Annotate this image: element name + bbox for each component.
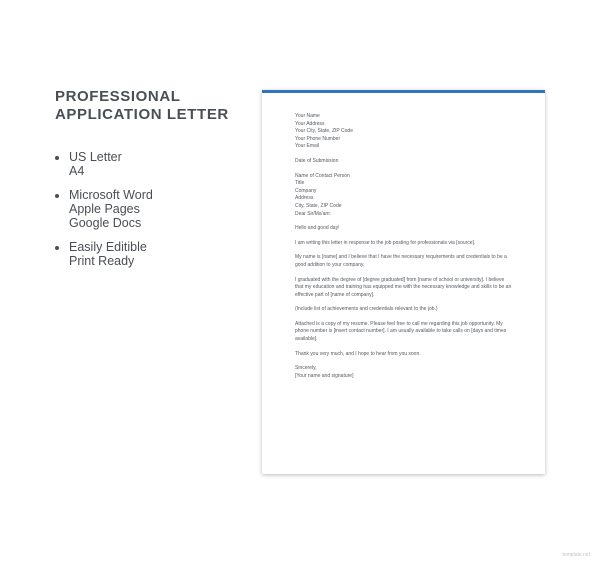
feature-list xyxy=(55,150,245,278)
body-paragraph-4 xyxy=(295,306,523,314)
letter-preview xyxy=(262,90,545,474)
closing-block xyxy=(295,365,523,380)
feature-item: Print Ready xyxy=(69,254,135,268)
feature-item: Microsoft Word xyxy=(69,188,153,202)
feature-group-properties xyxy=(55,240,245,268)
recipient-block xyxy=(295,173,523,219)
body-line: Thank you very much, and I hope to hear from you soon. xyxy=(295,350,421,357)
bullet-icon xyxy=(55,156,59,160)
watermark: template.net xyxy=(562,552,590,558)
sender-line: Your City, State, ZIP Code xyxy=(295,128,353,135)
feature-item: Apple Pages xyxy=(69,202,140,216)
closing-line: Sincerely, xyxy=(295,365,317,372)
sender-line: Your Phone Number xyxy=(295,135,341,142)
body-paragraph-6 xyxy=(295,351,523,359)
greeting-line: Hello and good day! xyxy=(295,225,340,232)
feature-item: US Letter xyxy=(69,150,122,164)
body-paragraph-5 xyxy=(295,321,523,344)
feature-group-formats xyxy=(55,188,245,230)
salutation-line: Dear Sir/Ma'am: xyxy=(295,210,331,217)
sender-block xyxy=(295,113,523,151)
body-line: that my education and training has equipped me with the necessary knowledge and skills to be an xyxy=(295,284,512,291)
recipient-line: Title xyxy=(295,180,305,187)
recipient-line: Name of Contact Person xyxy=(295,172,350,179)
sender-line: Your Name xyxy=(295,113,320,119)
recipient-line: City, State, ZIP Code xyxy=(295,202,342,209)
body-line: effective part of [name of company]. xyxy=(295,291,375,298)
date-line: Date of Submission xyxy=(295,157,339,164)
date-block xyxy=(295,158,523,166)
bullet-icon xyxy=(55,194,59,198)
feature-item: Google Docs xyxy=(69,216,142,230)
page-title: PROFESSIONAL APPLICATION LETTER xyxy=(55,88,229,123)
feature-item: Easily Editible xyxy=(69,240,147,254)
sender-line: Your Email xyxy=(295,143,319,150)
body-paragraph-1 xyxy=(295,240,523,248)
recipient-line: Company xyxy=(295,187,317,194)
body-line: phone number is [insert contact number]. I am usually available to take calls on [days and times xyxy=(295,328,507,335)
feature-group-paper-sizes xyxy=(55,150,245,178)
body-paragraph-2 xyxy=(295,254,523,269)
bullet-icon xyxy=(55,246,59,250)
body-line: I am writing this letter in response to the job posting for professionals via [source]. xyxy=(295,239,476,246)
body-paragraph-3 xyxy=(295,277,523,300)
feature-item: A4 xyxy=(69,164,85,178)
body-line: My name is [name] and I believe that I have the necessary requirements and credentials to be a xyxy=(295,254,507,261)
body-line: I graduated with the degree of [degree graduated] from [name of school or university]. I believe xyxy=(295,276,505,283)
body-line: (Include list of achievements and credentials relevant to the job.) xyxy=(295,306,438,313)
body-line: Attached is a copy of my resume. Please feel free to call me regarding this job opportunity. My xyxy=(295,320,503,327)
signature-line: [Your name and signature] xyxy=(295,372,354,379)
sender-line: Your Address xyxy=(295,120,325,127)
body-line: available]. xyxy=(295,336,318,343)
recipient-line: Address xyxy=(295,195,314,202)
greeting-paragraph xyxy=(295,225,523,233)
body-line: good addition to your company. xyxy=(295,261,365,268)
